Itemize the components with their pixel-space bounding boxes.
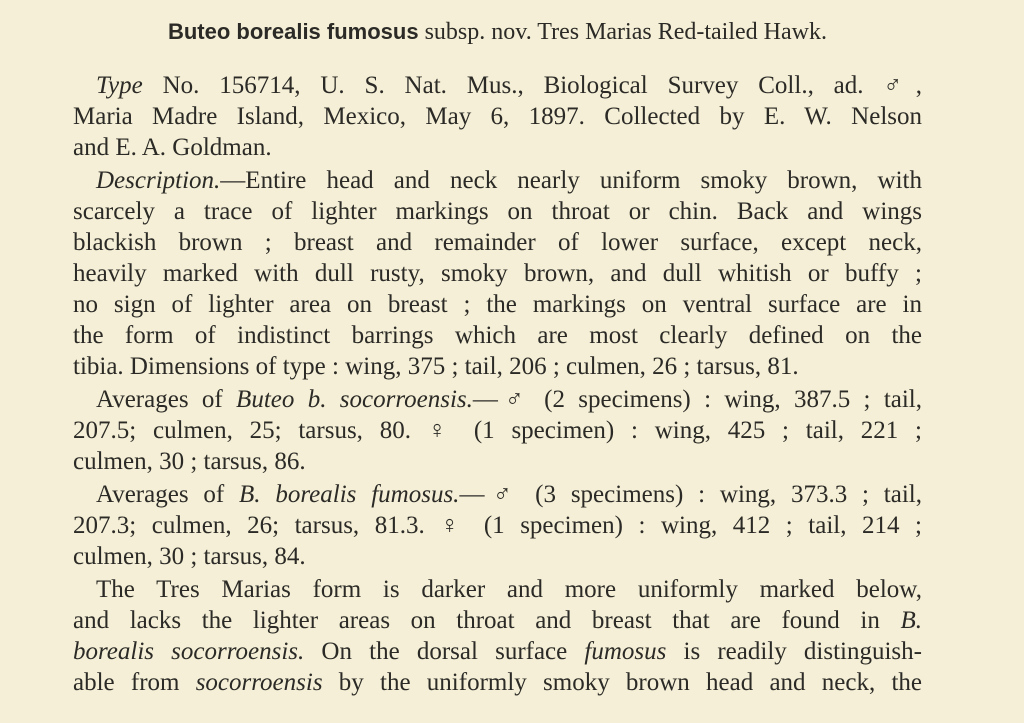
text-run: the form of indistinct barrings which are most clearly defined on the [73,322,922,349]
italic-text: Buteo b. socorroensis. [236,386,473,413]
text-run: 207.3; culmen, 26; tarsus, 81.3. ♀ (1 specimen) : wing, 412 ; tail, 214 ; [73,512,922,539]
averages-fumosus-paragraph [73,479,922,572]
text-run: and E. A. Goldman. [73,134,272,161]
text-run: and lacks the lighter areas on throat and breast that are found in [73,607,901,634]
text-line [73,132,922,163]
text-run: heavily marked with dull rusty, smoky brown, and dull whitish or buffy ; [73,260,922,287]
description-paragraph [73,165,922,382]
text-line [73,479,922,510]
text-line [73,70,922,101]
text-line [73,636,922,667]
italic-text: socorroensis [195,669,323,696]
text-run: by the uniformly smoky brown head and neck, the [322,669,923,696]
text-line [73,101,922,132]
text-run: culmen, 30 ; tarsus, 84. [73,543,306,570]
text-run: blackish brown ; breast and remainder of lower surface, except neck, [73,229,922,256]
text-line [73,320,922,351]
text-run: Averages of [96,481,240,508]
species-name: Buteo borealis fumosus [167,19,419,44]
text-line [73,289,922,320]
text-run: On the dorsal surface [304,638,585,665]
text-line [73,196,922,227]
italic-text: B. borealis fumosus. [239,481,460,508]
document-page [73,16,922,700]
text-line [73,605,922,636]
averages-socorroensis-paragraph [73,384,922,477]
italic-text: Type [96,72,143,99]
text-run: is readily distinguish- [666,638,922,665]
species-heading [73,16,922,48]
text-run: culmen, 30 ; tarsus, 86. [73,448,306,475]
text-run: No. 156714, U. S. Nat. Mus., Biological Survey Coll., ad. ♂, [142,72,922,99]
text-line [73,384,922,415]
text-run: Averages of [96,386,237,413]
species-heading-rest: subsp. nov. Tres Marias Red-tailed Hawk. [418,19,827,45]
text-run: —♂ (3 specimens) : wing, 373.3 ; tail, [459,481,922,508]
italic-text: Description. [96,167,221,194]
comparison-paragraph [73,574,922,698]
text-line [73,541,922,572]
text-line [73,351,922,382]
text-line [73,415,922,446]
text-run: The Tres Marias form is darker and more uniformly marked below, [96,576,922,603]
text-line [73,227,922,258]
italic-text: fumosus [584,638,667,665]
text-run: Maria Madre Island, Mexico, May 6, 1897. Collected by E. W. Nelson [73,103,922,130]
text-line [73,574,922,605]
text-line [73,165,922,196]
text-line [73,510,922,541]
text-run: no sign of lighter area on breast ; the markings on ventral surface are in [73,291,922,318]
text-run: scarcely a trace of lighter markings on throat or chin. Back and wings [73,198,922,225]
text-line [73,446,922,477]
italic-text: B. [900,607,922,634]
text-run: tibia. Dimensions of type : wing, 375 ; tail, 206 ; culmen, 26 ; tarsus, 81. [73,353,799,380]
text-line [73,667,922,698]
italic-text: borealis socorroensis. [73,638,305,665]
type-paragraph [73,70,922,163]
text-run: —♂ (2 specimens) : wing, 387.5 ; tail, [472,386,923,413]
text-run: —Entire head and neck nearly uniform smoky brown, with [220,167,922,194]
text-run: able from [73,669,196,696]
text-line [73,258,922,289]
text-run: 207.5; culmen, 25; tarsus, 80. ♀ (1 specimen) : wing, 425 ; tail, 221 ; [73,417,922,444]
